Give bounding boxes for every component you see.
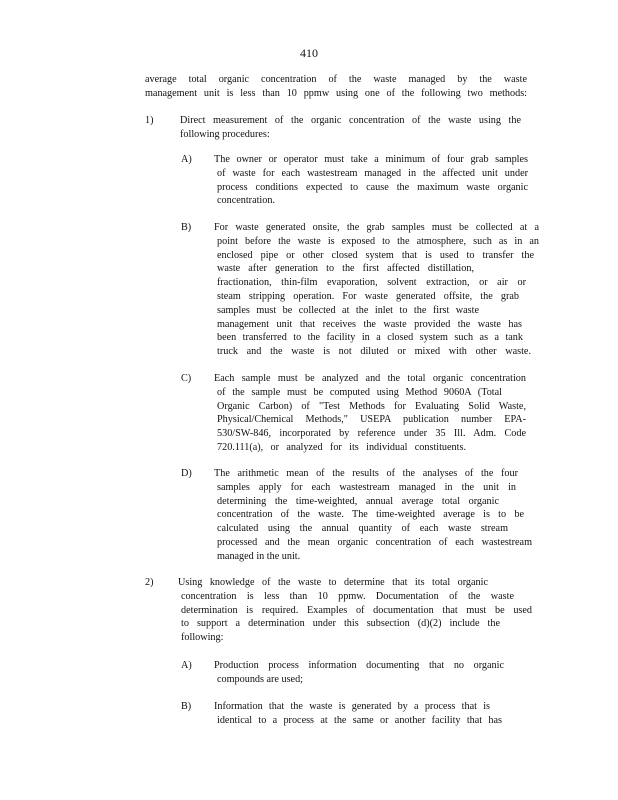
text-line: fractionation, thin-film evaporation, solvent extraction, or air or xyxy=(217,277,526,289)
text-line: samples apply for each wastestream managed in the unit in xyxy=(217,481,516,493)
text-line: identical to a process at the same or another facility that has xyxy=(217,714,502,726)
text-line: Direct measurement of the organic concentration of the waste using the xyxy=(180,115,521,126)
text-line: determination is required. Examples of documentation that must be used xyxy=(181,604,532,616)
text-line: following: xyxy=(181,632,224,644)
text-line: Physical/Chemical Methods," USEPA publication number EPA- xyxy=(217,414,526,426)
text-line: Information that the waste is generated by a process that is xyxy=(214,701,490,712)
item-1a-text xyxy=(214,153,528,208)
item-2-text xyxy=(178,576,532,645)
item-2b-text xyxy=(214,700,502,728)
text-line: enclosed pipe or other closed system that is used to transfer the xyxy=(217,249,534,261)
text-line: The arithmetic mean of the results of the analyses of the four xyxy=(214,468,518,479)
text-line: concentration is less than 10 ppmw. Documentation of the waste xyxy=(181,590,514,602)
text-line: 530/SW-846, incorporated by reference under 35 Ill. Adm. Code xyxy=(217,428,526,440)
text-line: determining the time-weighted, annual average total organic xyxy=(217,495,499,507)
text-line: concentration of the waste. The time-weighted average is to be xyxy=(217,509,524,521)
text-line: to support a determination under this subsection (d)(2) include the xyxy=(181,618,500,630)
item-2a-label: A) xyxy=(181,660,192,671)
text-line: of waste for each wastestream managed in the affected unit under xyxy=(217,167,528,179)
item-2b-label: B) xyxy=(181,701,192,712)
page-number: 410 xyxy=(300,46,318,60)
text-line: process conditions expected to cause the maximum waste organic xyxy=(217,181,528,193)
text-line: samples must be collected at the inlet to the first waste xyxy=(217,304,479,316)
item-1a-label: A) xyxy=(181,154,192,165)
text-line: Production process information documenting that no organic xyxy=(214,660,504,671)
text-line: calculated using the annual quantity of each waste stream xyxy=(217,523,508,535)
text-line: been transferred to the facility in a closed system such as a tank xyxy=(217,332,523,344)
text-line: steam stripping operation. For waste generated offsite, the grab xyxy=(217,290,519,302)
item-1-text xyxy=(180,114,521,142)
text-line: following procedures: xyxy=(180,128,270,140)
text-line: Using knowledge of the waste to determine that its total organic xyxy=(178,577,488,588)
item-2a-text xyxy=(214,659,504,687)
text-line: point before the waste is exposed to the atmosphere, such as in an xyxy=(217,235,539,247)
text-line: The owner or operator must take a minimum of four grab samples xyxy=(214,154,528,165)
text-line: of the sample must be computed using Method 9060A (Total xyxy=(217,386,502,398)
text-line: waste after generation to the first affected distillation, xyxy=(217,263,474,275)
text-line: processed and the mean organic concentration of each wastestream xyxy=(217,536,532,548)
item-1-label: 1) xyxy=(145,115,154,126)
text-line: management unit is less than 10 ppmw using one of the following two methods: xyxy=(145,87,527,99)
item-1c-text xyxy=(214,372,526,455)
item-1c-label: C) xyxy=(181,373,192,384)
item-1b-text xyxy=(214,221,539,359)
text-line: concentration. xyxy=(217,195,275,207)
text-line: truck and the waste is not diluted or mixed with other waste. xyxy=(217,346,531,358)
item-1b-label: B) xyxy=(181,222,192,233)
text-line: average total organic concentration of the waste managed by the waste xyxy=(145,74,527,85)
item-1d-label: D) xyxy=(181,468,192,479)
text-line: 720.111(a), or analyzed for its individual constituents. xyxy=(217,441,466,453)
item-2-label: 2) xyxy=(145,577,154,588)
text-line: management unit that receives the waste provided the waste has xyxy=(217,318,522,330)
text-line: For waste generated onsite, the grab samples must be collected at a xyxy=(214,222,539,233)
item-1d-text xyxy=(214,467,532,564)
text-line: compounds are used; xyxy=(217,673,304,685)
intro-paragraph xyxy=(145,73,527,101)
text-line: Organic Carbon) of "Test Methods for Evaluating Solid Waste, xyxy=(217,400,526,412)
text-line: Each sample must be analyzed and the total organic concentration xyxy=(214,373,526,384)
text-line: managed in the unit. xyxy=(217,550,301,562)
